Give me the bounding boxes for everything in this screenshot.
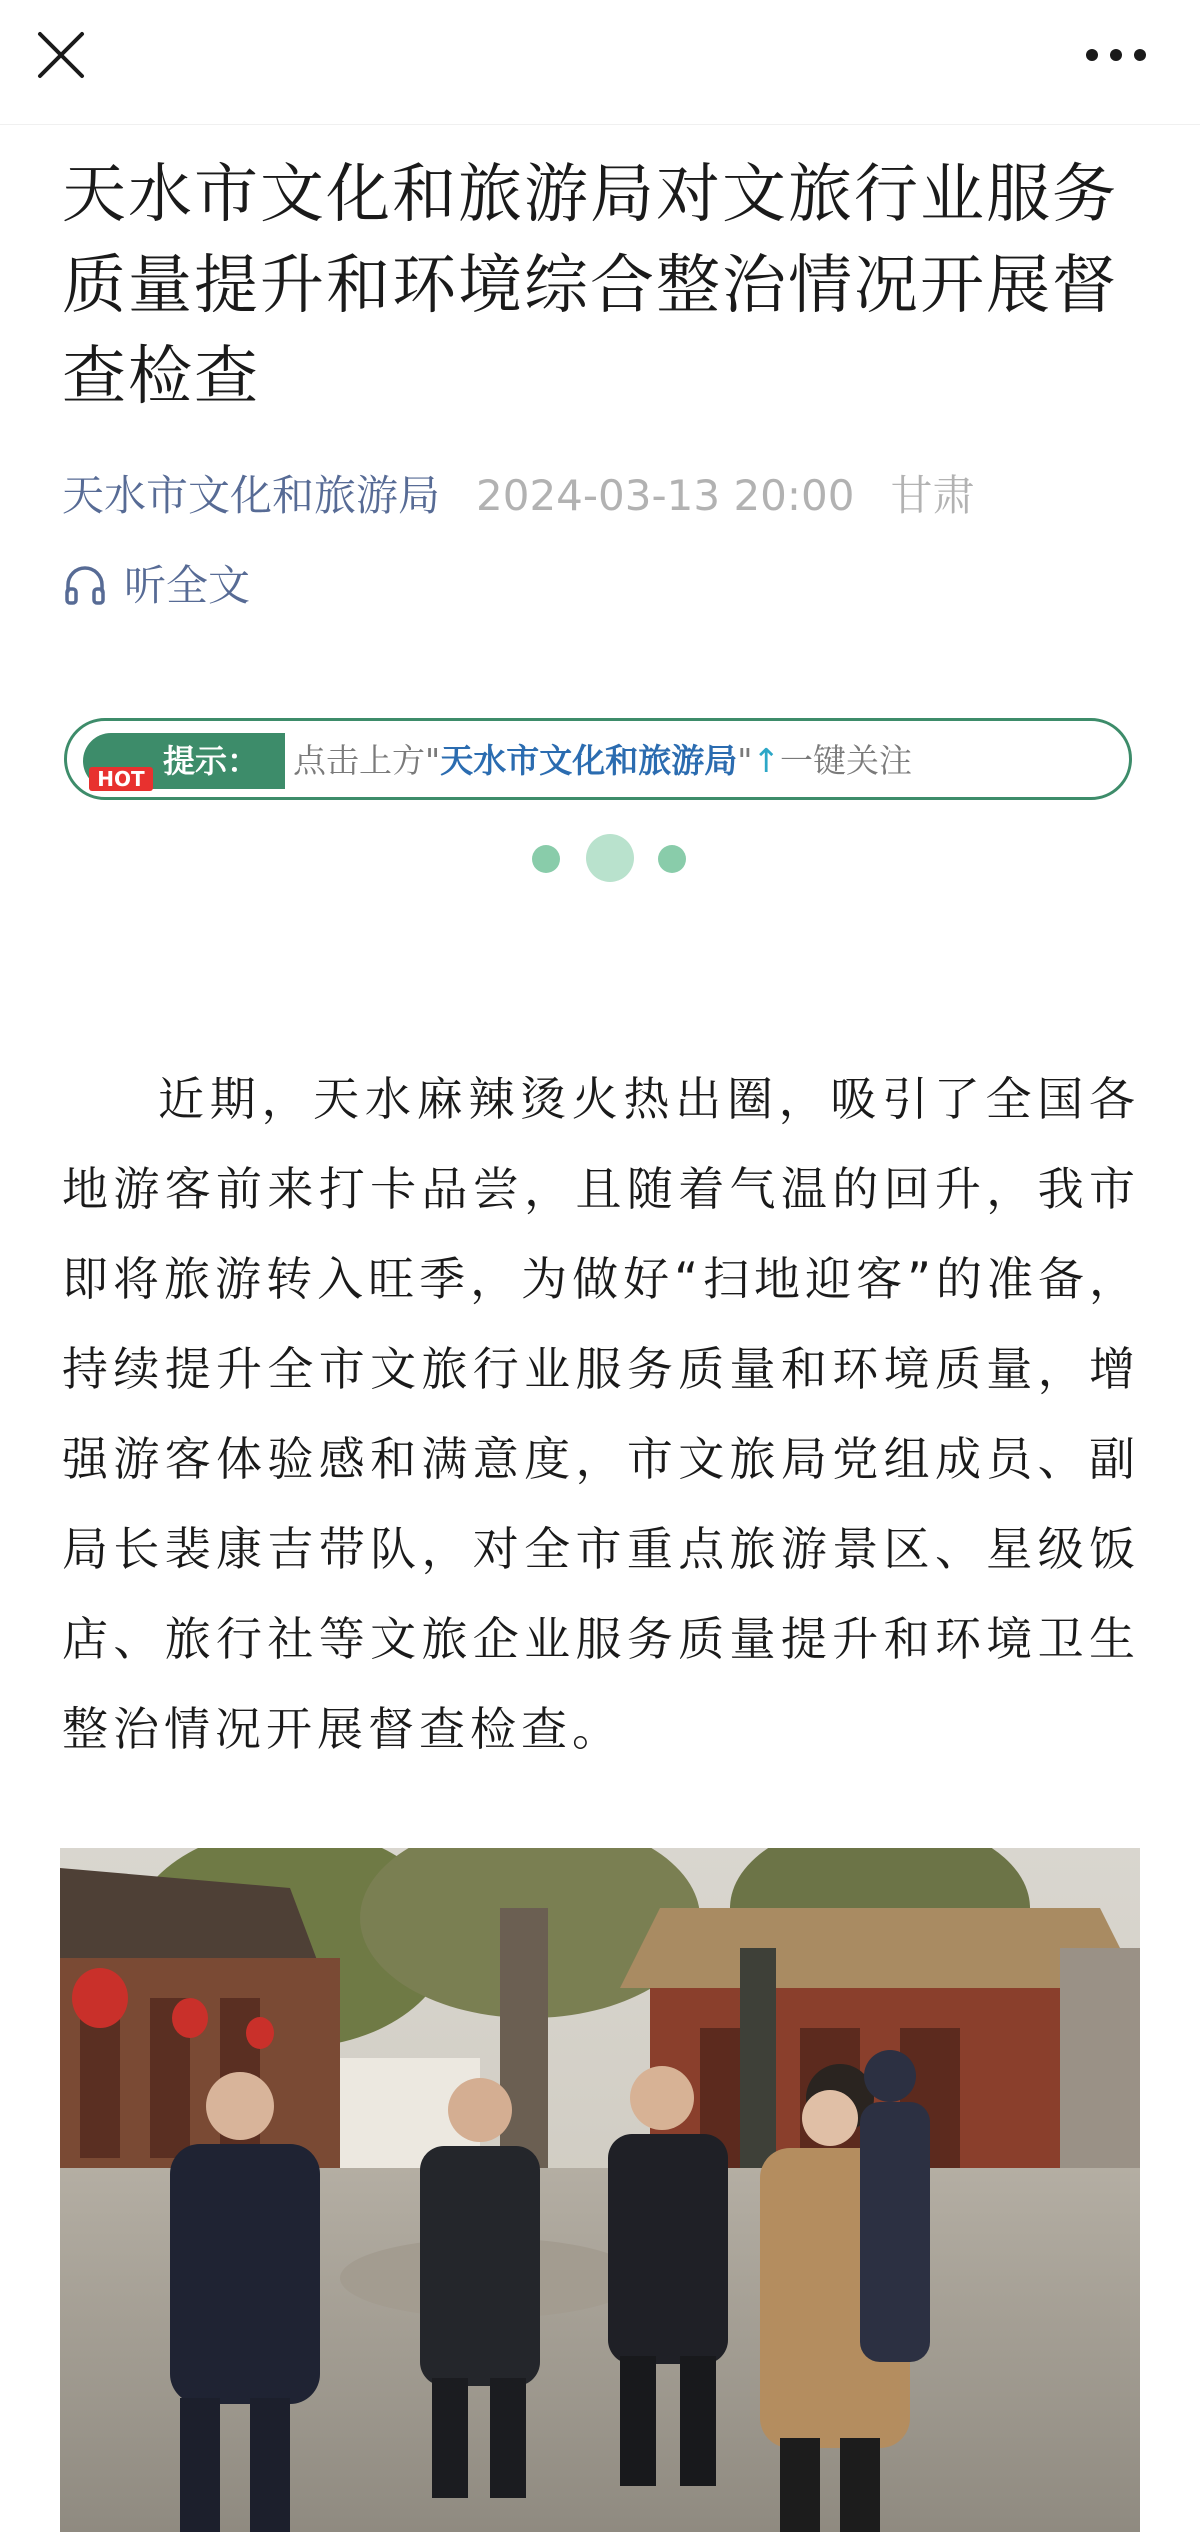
inspection-photo [60, 1848, 1140, 2532]
close-icon[interactable] [30, 24, 92, 86]
tip-suffix: 一键关注 [780, 741, 913, 780]
article-photo [60, 1848, 1140, 2532]
dot-center [586, 834, 634, 882]
article-body-paragraph: 近期，天水麻辣烫火热出圈，吸引了全国各地游客前来打卡品尝，且随着气温的回升，我市即将旅游转入旺季，为做好“扫地迎客”的准备，持续提升全市文旅行业服务质量和环境质量，增强游客体验感和满意度，市文旅局党组成员、副局长裴康吉带队，对全市重点旅游景区、星级饭店、旅行社等文旅企业服务质量提升和环境卫生整治情况开展督查检查。 [62, 1072, 1140, 1756]
publish-time: 2024-03-13 20:00 [476, 471, 855, 520]
follow-tip-banner[interactable] [64, 718, 1132, 800]
listen-full-text-button[interactable] [62, 556, 250, 616]
top-navigation-bar [0, 0, 1200, 125]
account-name-link[interactable]: 天水市文化和旅游局 [62, 471, 441, 520]
tip-prefix: 点击上方" [293, 741, 441, 780]
decorative-dots [530, 834, 690, 884]
tip-text [293, 733, 912, 789]
dot-left [532, 845, 560, 873]
tip-label: 提示： [83, 733, 285, 789]
tip-account-name: 天水市文化和旅游局 [440, 741, 738, 780]
more-dots-icon[interactable] [1080, 24, 1152, 86]
more-options-button[interactable] [1080, 24, 1152, 86]
article-title: 天水市文化和旅游局对文旅行业服务质量提升和环境综合整治情况开展督查检查 [62, 158, 1118, 414]
listen-label: 听全文 [124, 561, 251, 610]
tip-quote: " [737, 741, 753, 780]
article-meta [62, 466, 1142, 526]
hot-badge: HOT [89, 767, 153, 791]
up-arrow-icon: ↑ [752, 741, 781, 780]
close-button[interactable] [30, 24, 92, 86]
dot-right [658, 845, 686, 873]
headphones-icon [62, 563, 108, 609]
publish-location: 甘肃 [890, 471, 975, 520]
